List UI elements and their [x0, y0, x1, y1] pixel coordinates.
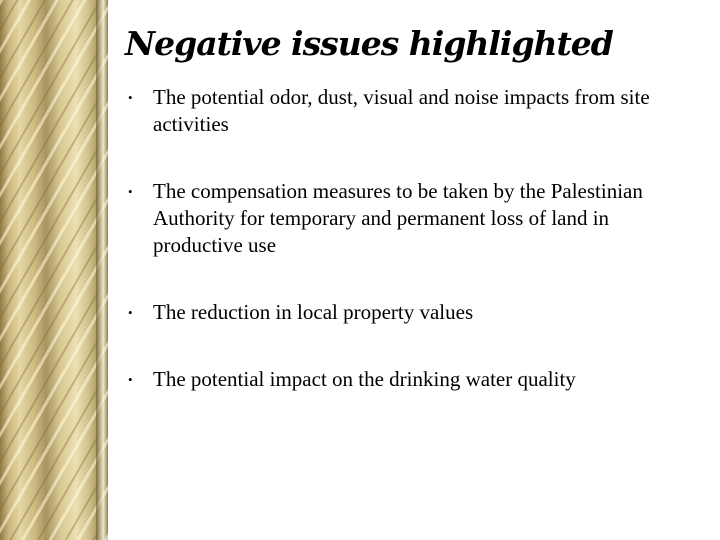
- bullet-text: The potential impact on the drinking water quality: [153, 367, 576, 391]
- bullet-text: The compensation measures to be taken by the Palestinian Authority for temporary and permanent loss of land in productive use: [153, 179, 643, 257]
- bullet-item: [128, 178, 698, 259]
- decorative-gold-border: [0, 0, 108, 540]
- bullet-icon: •: [128, 184, 133, 199]
- bullet-text: The reduction in local property values: [153, 300, 474, 324]
- bullet-list: [128, 84, 698, 393]
- bullet-item: [128, 366, 698, 393]
- bullet-icon: •: [128, 305, 133, 320]
- bullet-text: The potential odor, dust, visual and noise impacts from site activities: [153, 85, 650, 136]
- bullet-item: [128, 299, 698, 326]
- border-highlight: [96, 0, 108, 540]
- bullet-icon: •: [128, 372, 133, 387]
- slide-title: Negative issues highlighted: [125, 24, 613, 63]
- bullet-item: [128, 84, 698, 138]
- bullet-icon: •: [128, 90, 133, 105]
